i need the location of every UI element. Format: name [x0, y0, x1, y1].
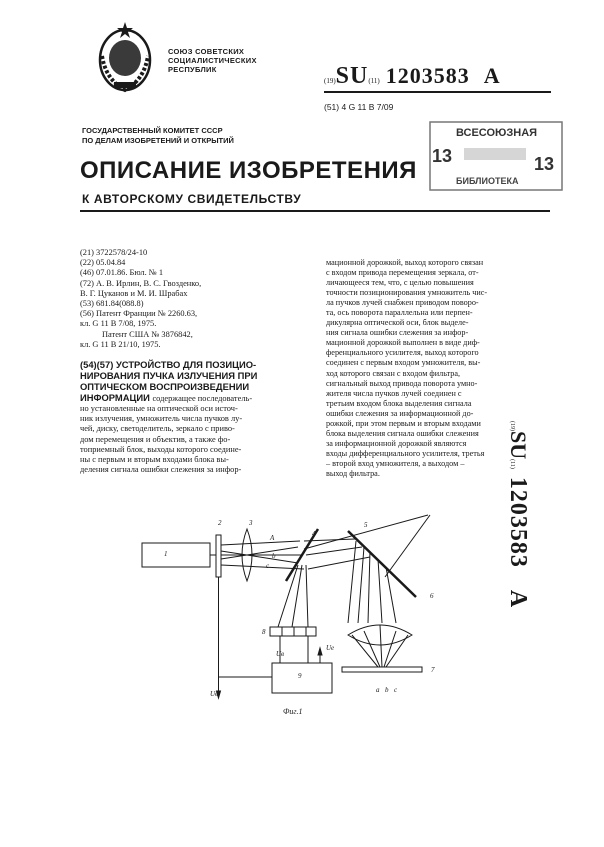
- side-kind: A: [505, 589, 531, 608]
- committee-line: ГОСУДАРСТВЕННЫЙ КОМИТЕТ СССР: [82, 126, 223, 135]
- state-name: [168, 47, 257, 74]
- patent-kind: A: [483, 63, 500, 88]
- body-line: ошибки слежения за информационной до-: [326, 408, 474, 418]
- state-name-line: РЕСПУБЛИК: [168, 65, 217, 74]
- body-line: мационной дорожкой выполнен в виде диф-: [326, 338, 480, 348]
- body-line: с входом привода перемещения зеркала, от-: [326, 268, 479, 278]
- label-5: 5: [364, 521, 368, 529]
- body-line: выход фильтра.: [326, 468, 380, 478]
- label-3: 3: [249, 519, 253, 527]
- library-stamp: [426, 120, 566, 192]
- body-line: дом перемещения и объектив, а также фо-: [80, 434, 231, 444]
- side-code-11: (11): [509, 459, 515, 469]
- label-a-bottom: a: [376, 686, 380, 694]
- label-c: c: [266, 562, 270, 570]
- body-line: но установленные на оптической оси источ-: [80, 404, 238, 414]
- biblio-line: (46) 07.01.86. Бюл. № 1: [80, 268, 164, 278]
- invention-title-end: ИНФОРМАЦИИ: [80, 392, 150, 404]
- label-Ue: Uе: [326, 644, 335, 652]
- body-line: мационной дорожкой, выход которого связан: [326, 258, 484, 267]
- biblio-line: (56) Патент Франции № 2260.63,: [80, 309, 198, 319]
- country-code: SU: [335, 63, 369, 89]
- mirror: [348, 531, 416, 597]
- body-line: ния сигнала ошибки слежения за инфор-: [326, 328, 469, 338]
- state-name-line: СОЮЗ СОВЕТСКИХ: [168, 47, 245, 56]
- label-7: 7: [431, 666, 435, 674]
- label-6: 6: [430, 592, 434, 600]
- body-line: сигнальный выход привода поворота умно-: [326, 378, 478, 388]
- biblio-line: Патент США № 3876842,: [102, 329, 193, 339]
- stamp-line: 13: [432, 146, 453, 166]
- figure-caption: Фиг.1: [283, 707, 303, 716]
- label-2: 2: [218, 519, 222, 527]
- body-line: жителя числа пучков лучей соединен с: [326, 388, 462, 398]
- body-line: дикулярна оптической оси, блок выделе-: [326, 318, 469, 328]
- invention-title-line: НИРОВАНИЯ ПУЧКА ИЗЛУЧЕНИЯ ПРИ: [80, 370, 258, 382]
- side-country: SU: [506, 431, 531, 460]
- body-line: содержащее последователь-: [152, 394, 253, 404]
- invention-title-line: (54)(57) УСТРОЙСТВО ДЛЯ ПОЗИЦИО-: [80, 359, 257, 371]
- stamp-line: ВСЕСОЮЗНАЯ: [456, 127, 538, 139]
- body-line: чей, диску, светоделитель, зеркало с приво-: [80, 424, 235, 434]
- body-line: ны с первым и вторым входами блока вы-: [80, 455, 229, 465]
- header-rule: [324, 91, 551, 93]
- label-Ub-bottom: Uв: [210, 690, 219, 698]
- biblio-line: В. Г. Цуканов и М. И. Шрабах: [80, 288, 188, 298]
- title-rule: [80, 210, 550, 212]
- patent-number-header: [324, 63, 500, 90]
- patent-number: 1203583: [385, 63, 470, 88]
- body-line: рожкой, при этом первым и вторым входами: [326, 418, 481, 428]
- optical-disk: [342, 667, 422, 672]
- biblio-line: (21) 3722578/24-10: [80, 248, 148, 257]
- label-A: A: [270, 534, 275, 542]
- stamp-line: БИБЛИОТЕКА: [456, 176, 519, 186]
- label-c-bottom: c: [394, 686, 398, 694]
- committee-line: ПО ДЕЛАМ ИЗОБРЕТЕНИЙ И ОТКРЫТИЙ: [82, 136, 234, 145]
- body-line: третьим входом блока выделения сигнала: [326, 398, 472, 408]
- label-8: 8: [262, 628, 266, 636]
- biblio-line: (72) А. В. Ирлин, В. С. Гвозденко,: [80, 278, 202, 288]
- side-patent-number: [503, 421, 531, 721]
- body-line: топриемный блок, выходы которого соедине-: [80, 444, 242, 454]
- committee: [82, 126, 234, 146]
- document-title: ОПИСАНИЕ ИЗОБРЕТЕНИЯ: [80, 157, 417, 184]
- label-Ub-top: Uв: [276, 650, 285, 658]
- body-line: ла пучков лучей снабжен приводом поворо-: [326, 298, 479, 308]
- side-number: 1203583: [505, 476, 531, 568]
- label-4: 4: [312, 530, 316, 538]
- body-line: ференциального усилителя, выход которого: [326, 348, 479, 358]
- optical-diagram: [130, 505, 460, 710]
- biblio-line: кл. G 11 B 7/08, 1975.: [80, 319, 157, 329]
- label-1: 1: [164, 550, 168, 558]
- invention-title: [80, 359, 302, 404]
- document-subtitle: К АВТОРСКОМУ СВИДЕТЕЛЬСТВУ: [82, 192, 302, 206]
- body-line: соединен с первым входом умножителя, вы-: [326, 358, 481, 368]
- classification: (51) 4 G 11 B 7/09: [324, 102, 394, 112]
- label-b-bottom: b: [385, 686, 389, 694]
- biblio-line: (53) 681.84(088.8): [80, 299, 144, 309]
- stamp-line: 13: [534, 154, 555, 174]
- body-line: блока выделения сигнала ошибки слежения: [326, 428, 479, 438]
- state-name-line: СОЦИАЛИСТИЧЕСКИХ: [168, 56, 257, 65]
- signal-processing-block: [272, 663, 332, 693]
- code-19: (19): [324, 77, 336, 85]
- body-line: входы дифференциального усилителя, третья: [326, 448, 485, 458]
- biblio-line: (22) 05.04.84: [80, 258, 126, 268]
- body-line: – второй вход умножителя, а выходом –: [326, 458, 465, 468]
- left-column: [80, 248, 302, 475]
- light-source-box: [142, 543, 210, 567]
- code-11: (11): [368, 77, 380, 85]
- ussr-emblem: [96, 20, 154, 96]
- body-line: за информационной дорожкой являются: [326, 438, 467, 448]
- invention-title-line: ОПТИЧЕСКОМ ВОСПРОИЗВЕДЕНИИ: [80, 381, 250, 393]
- label-9: 9: [298, 672, 302, 680]
- biblio-line: кл. G 11 B 21/10, 1975.: [80, 339, 161, 349]
- body-line: точности позиционирования умножитель чис-: [326, 288, 488, 298]
- body-line: ход которого связан с входом фильтра,: [326, 368, 461, 378]
- label-b: b: [272, 552, 276, 560]
- photodetector: [270, 627, 316, 636]
- side-code-19: (19): [509, 421, 515, 431]
- body-line: деления сигнала ошибки слежения за инфор-: [80, 465, 242, 475]
- invention-title-line: [80, 392, 302, 404]
- body-line: та, ось поворота параллельна или перпен-: [326, 308, 473, 318]
- body-line: личающееся тем, что, с целью повышения: [326, 278, 474, 288]
- body-line: ник излучения, умножитель числа пучков лу-: [80, 414, 243, 424]
- beam-multiplier: [216, 535, 221, 577]
